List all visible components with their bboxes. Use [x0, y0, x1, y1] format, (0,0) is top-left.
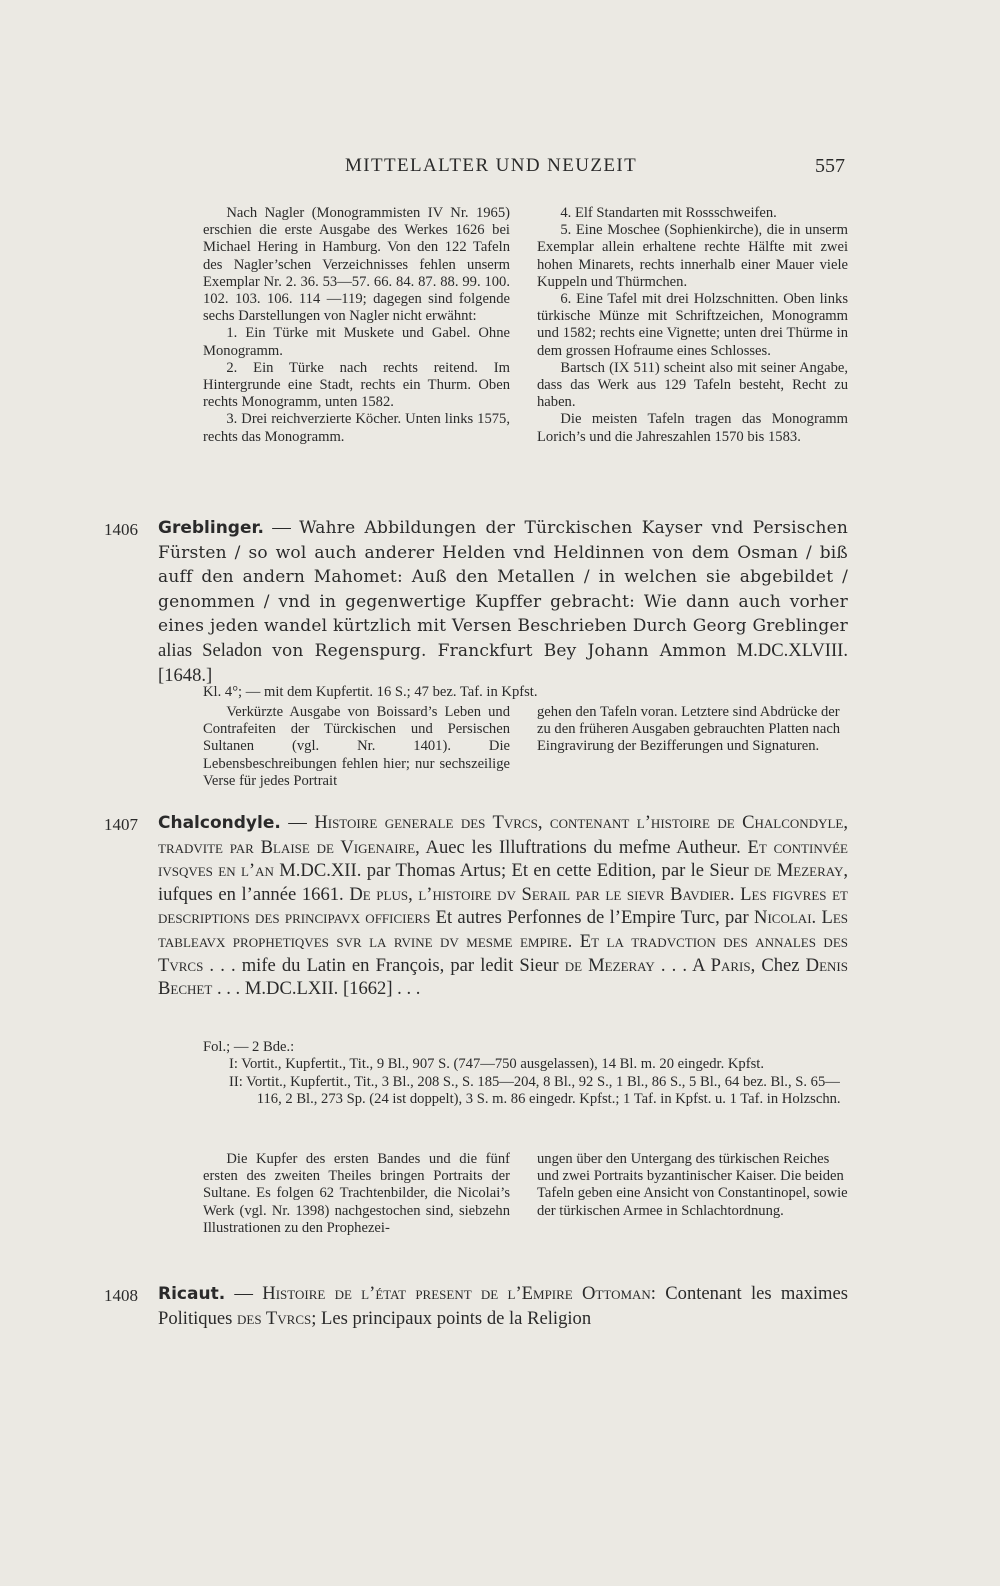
entry-title-part: iufques en l’année 1661. [158, 883, 350, 905]
note-paragraph: 2. Ein Türke nach rechts reitend. Im Hintergrunde eine Stadt, rechts ein Thurm. Oben rechts Monogramm, unten 1582. [203, 359, 510, 411]
note-paragraph: Die meisten Tafeln tragen das Monogramm Lorich’s und die Jahreszahlen 1570 bis 1583. [537, 411, 848, 445]
entry-dash: — [225, 1283, 263, 1304]
entry-title-fraktur: Wahre Abbildungen der Türckischen Kayser vnd Persischen Fürsten / so wol auch anderer Helden vnd Heldinnen von dem Osman / biß auff den andern Mahomet: Auß den Metallen / in welchen sie abgebildet / genommen / vnd in gegenwertige Kupffer gebracht: Wie dann auch vorher eines jeden wandel kürtzlich mit Versen Beschrieben Durch Georg Greblinger [158, 518, 849, 637]
entry-title-block [158, 1282, 848, 1330]
note-paragraph: ungen über den Untergang des türkischen Reiches und zwei Portraits byzantinischer Kaiser. Die beiden Tafeln geben eine Ansicht von Constantinopel, sowie der türkischen Armee in Schlachtordnung. [537, 1151, 848, 1219]
note-paragraph: 6. Eine Tafel mit drei Holzschnitten. Oben links türkische Münze mit Schriftzeichen, Monogramm und 1582; rechts eine Vignette; unten drei Thürme in dem grossen Hofraume eines Schlosses. [537, 291, 848, 359]
entry-dash: — [263, 517, 300, 538]
entry-1406-collation [203, 684, 848, 701]
entry-title-part: Histoire generale des Tvrcs, contenant l’histoire de Chalcondyle, tradvite par Blaise de Vigenaire, [158, 812, 849, 858]
entry-title-part: Chez [755, 954, 806, 976]
entry-title-part: des Tvrcs; [237, 1307, 317, 1329]
note-paragraph: Nach Nagler (Monogrammisten IV Nr. 1965) erschien die erste Ausgabe des Werkes 1626 bei Michael Hering in Hamburg. Von den 122 Tafeln des Nagler’schen Verzeichnisses fehlen unserm Exemplar Nr. 2. 36. 53—57. 66. 84. 87. 88. 99. 100. 102. 103. 106. 114 —119; dagegen sind folgende sechs Darstellungen von Nagler nicht erwähnt: [203, 205, 510, 325]
entry-1407-note-right [537, 1151, 848, 1220]
entry-title-part: M.DC.XII. par Thomas Artus; Et en cette Edition, par le Sieur [273, 860, 755, 882]
collation-line: II: Vortit., Kupfertit., Tit., 3 Bl., 208 S., S. 185—204, 8 Bl., 92 S., 1 Bl., 86 S., 5 Bl., 64 bez. Bl., S. 65—116, 2 Bl., 273 Sp. (24 ist doppelt), 3 S. m. 86 eingedr. Kpfst.; 1 Taf. in Kpfst. u. 1 Taf. in Holzschn. [229, 1073, 841, 1108]
running-header [0, 155, 1000, 183]
entry-title-part: De plus, l’histoire dv Serail par le sievr Bavdier. Les figvres et descriptions des principavx officiers [158, 883, 849, 929]
running-title: MITTELALTER UND NEUZEIT [345, 155, 638, 176]
entry-dash: — [280, 812, 315, 833]
entry-number: 1407 [104, 815, 138, 834]
entry-title-part: Et continvée ivsqves en l’an [158, 836, 848, 882]
entry-title-block [158, 811, 848, 1001]
entry-1407-collation [203, 1039, 848, 1109]
note-paragraph: gehen den Tafeln voran. Letztere sind Abdrücke der zu den früheren Ausgaben gebrauchten Platten nach Eingravirung der Bezifferungen und Signaturen. [537, 704, 841, 755]
entry-title-part: Les principaux points de la Religion [316, 1307, 592, 1329]
entry-title-part: Nicolai. Les tableavx prophetiqves svr la rvine dv mesme empire. Et la tradvction des annales des Tvrcs [158, 907, 848, 976]
entry-alias: alias Seladon [158, 639, 273, 661]
entry-title-part: Denis Bechet [158, 954, 848, 1000]
entry-date: M.DC.XLVIII. [1648.] [158, 639, 848, 686]
collation-line: Fol.; — 2 Bde.: [203, 1039, 295, 1055]
catalog-entry-1406 [104, 516, 849, 687]
entry-title-part: Paris, [710, 954, 756, 976]
entry-title-part: de Mezeray [564, 954, 655, 976]
entry-1406-note-right [537, 704, 848, 756]
entry-title-part: Contenant les maximes Politiques [158, 1283, 848, 1329]
note-paragraph: Verkürzte Ausgabe von Boissard’s Leben und Contrafeiten der Türckischen und Persischen Sultanen (vgl. Nr. 1401). Die Lebensbeschreibungen fehlen hier; nur sechszeilige Verse für jedes Portrait [203, 704, 510, 789]
catalog-entry-1408 [104, 1282, 848, 1330]
note-paragraph: Die Kupfer des ersten Bandes und die fünf ersten des zweiten Theiles bringen Portraits der Sultane. Es folgen 62 Trachtenbilder, die Nicolai’s Werk (vgl. Nr. 1398) nachgestochen sind, siebzehn Illustrationen zu den Prophezei- [203, 1151, 510, 1236]
entry-title-part: . . . A [654, 954, 711, 976]
entry-title-part: Auec les Illuftrations du mefme Autheur. [419, 836, 748, 858]
entry-author: Greblinger. [158, 518, 264, 538]
entry-title-part: Histoire de l’état present de l’Empire Ottoman: [262, 1283, 656, 1304]
note-paragraph: Bartsch (IX 511) scheint also mit seiner Angabe, dass das Werk aus 129 Tafeln besteht, Recht zu haben. [537, 359, 848, 411]
entry-1407-note-left [203, 1151, 510, 1237]
continued-note-right-column [537, 205, 848, 446]
entry-title-part: . . . mife du Latin en François, par ledit Sieur [203, 954, 565, 976]
entry-author: Ricaut. [158, 1284, 226, 1304]
note-paragraph: 1. Ein Türke mit Muskete und Gabel. Ohne Monogramm. [203, 325, 510, 359]
continued-note-left-column [203, 205, 510, 446]
note-paragraph: 4. Elf Standarten mit Rossschweifen. [560, 205, 777, 221]
collation-line: Kl. 4°; — mit dem Kupfertit. 16 S.; 47 bez. Taf. in Kpfst. [203, 684, 538, 700]
entry-title-part: de Mezeray, [754, 860, 848, 882]
note-paragraph: 5. Eine Moschee (Sophienkirche), die in unserm Exemplar allein erhaltene rechte Hälfte mit zwei hohen Minarets, rechts innerhalb einer Mauer viele Kuppeln und Thürmchen. [537, 222, 848, 290]
note-paragraph: 3. Drei reichverzierte Köcher. Unten links 1575, rechts das Monogramm. [203, 411, 510, 445]
entry-imprint-fraktur: von Regenspurg. Franckfurt Bey Johann Ammon [272, 640, 727, 661]
collation-line: I: Vortit., Kupfertit., Tit., 9 Bl., 907 S. (747—750 ausgelassen), 14 Bl. m. 20 eingedr. Kpfst. [229, 1056, 764, 1073]
entry-title-block [158, 516, 848, 687]
entry-author: Chalcondyle. [158, 813, 281, 833]
entry-number: 1406 [104, 520, 138, 539]
entry-title-part: . . . M.DC.LXII. [1662] . . . [212, 978, 421, 1000]
entry-title-part: Et autres Perfonnes de l’Empire Turc, par [430, 907, 755, 929]
catalog-entry-1407 [104, 811, 849, 1001]
page-number: 557 [815, 155, 845, 177]
entry-1406-note-left [203, 704, 510, 790]
entry-number: 1408 [104, 1286, 138, 1305]
